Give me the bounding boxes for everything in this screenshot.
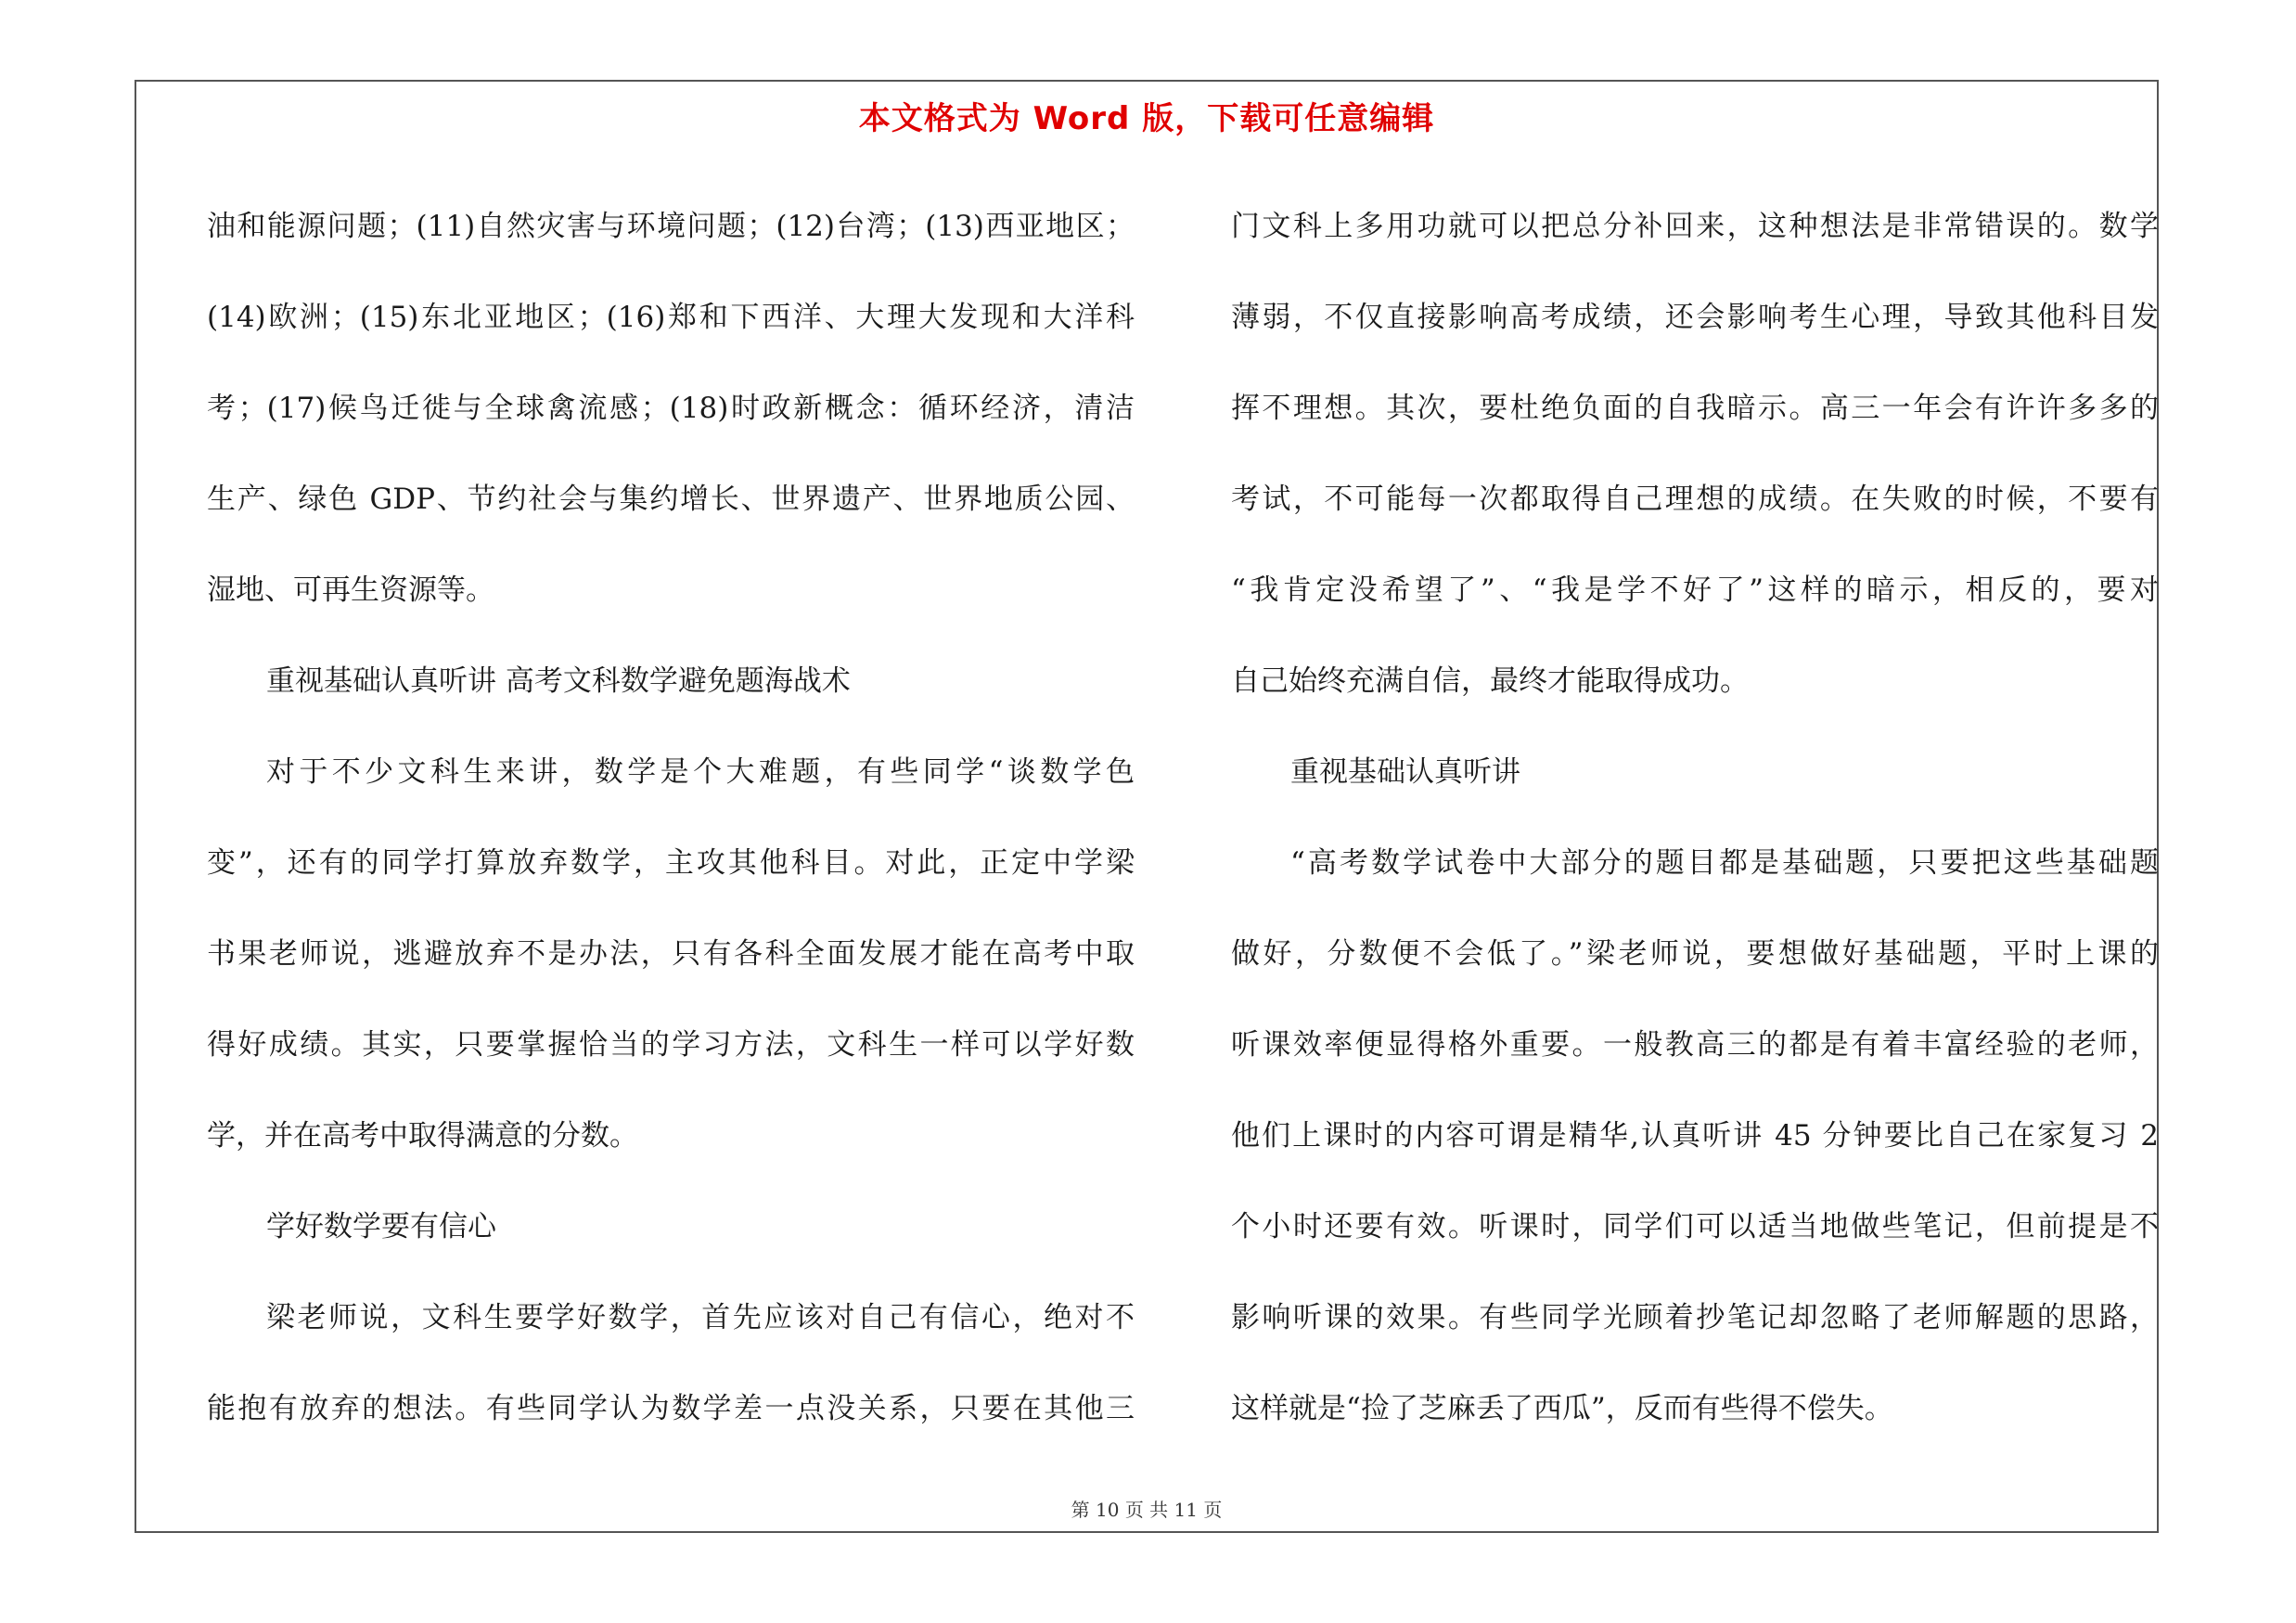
text-line: (14)欧洲；(15)东北亚地区；(16)郑和下西洋、大理大发现和大洋科 [207, 301, 1135, 334]
text-line: “高考数学试卷中大部分的题目都是基础题，只要把这些基础题 [1290, 846, 2159, 880]
section-heading: 重视基础认真听讲 高考文科数学避免题海战术 [266, 664, 851, 698]
text-line: 湿地、可再生资源等。 [207, 573, 494, 607]
text-line: “我肯定没希望了”、“我是学不好了”这样的暗示，相反的，要对 [1231, 573, 2159, 607]
text-line: 考；(17)候鸟迁徙与全球禽流感；(18)时政新概念：循环经济，清洁 [207, 392, 1135, 425]
text-line: 他们上课时的内容可谓是精华,认真听讲 45 分钟要比自己在家复习 2 [1231, 1119, 2159, 1153]
format-notice: 本文格式为 Word 版，下载可任意编辑 [858, 100, 1435, 137]
left-column [207, 181, 1135, 1454]
text-line: 薄弱，不仅直接影响高考成绩，还会影响考生心理，导致其他科目发 [1231, 301, 2159, 334]
page-number: 第 10 页 共 11 页 [1071, 1499, 1223, 1521]
text-line: 自己始终充满自信，最终才能取得成功。 [1231, 664, 1749, 698]
text-line: 梁老师说，文科生要学好数学，首先应该对自己有信心，绝对不 [266, 1301, 1135, 1334]
text-line: 变”，还有的同学打算放弃数学，主攻其他科目。对此，正定中学梁 [207, 846, 1135, 880]
text-line: 门文科上多用功就可以把总分补回来，这种想法是非常错误的。数学 [1231, 210, 2159, 243]
section-heading: 学好数学要有信心 [266, 1210, 496, 1243]
text-line: 能抱有放弃的想法。有些同学认为数学差一点没关系，只要在其他三 [207, 1392, 1135, 1425]
text-line: 个小时还要有效。听课时，同学们可以适当地做些笔记，但前提是不 [1231, 1210, 2159, 1243]
text-line: 挥不理想。其次，要杜绝负面的自我暗示。高三一年会有许许多多的 [1231, 392, 2159, 425]
text-line: 学，并在高考中取得满意的分数。 [207, 1119, 638, 1153]
text-line: 听课效率便显得格外重要。一般教高三的都是有着丰富经验的老师， [1231, 1028, 2159, 1062]
text-line: 考试，不可能每一次都取得自己理想的成绩。在失败的时候，不要有 [1231, 483, 2159, 516]
text-line: 影响听课的效果。有些同学光顾着抄笔记却忽略了老师解题的思路， [1231, 1301, 2159, 1334]
text-line: 这样就是“捡了芝麻丢了西瓜”，反而有些得不偿失。 [1231, 1392, 1893, 1425]
right-column [1231, 181, 2159, 1454]
text-line: 对于不少文科生来讲，数学是个大难题，有些同学“谈数学色 [266, 755, 1135, 789]
text-line: 书果老师说，逃避放弃不是办法，只有各科全面发展才能在高考中取 [207, 937, 1135, 971]
section-heading: 重视基础认真听讲 [1290, 755, 1520, 789]
text-line: 油和能源问题；(11)自然灾害与环境问题；(12)台湾；(13)西亚地区； [207, 210, 1135, 243]
text-line: 生产、绿色 GDP、节约社会与集约增长、世界遗产、世界地质公园、 [207, 483, 1135, 516]
text-line: 做好，分数便不会低了。”梁老师说，要想做好基础题，平时上课的 [1231, 937, 2159, 971]
text-line: 得好成绩。其实，只要掌握恰当的学习方法，文科生一样可以学好数 [207, 1028, 1135, 1062]
document-page [135, 80, 2159, 1533]
